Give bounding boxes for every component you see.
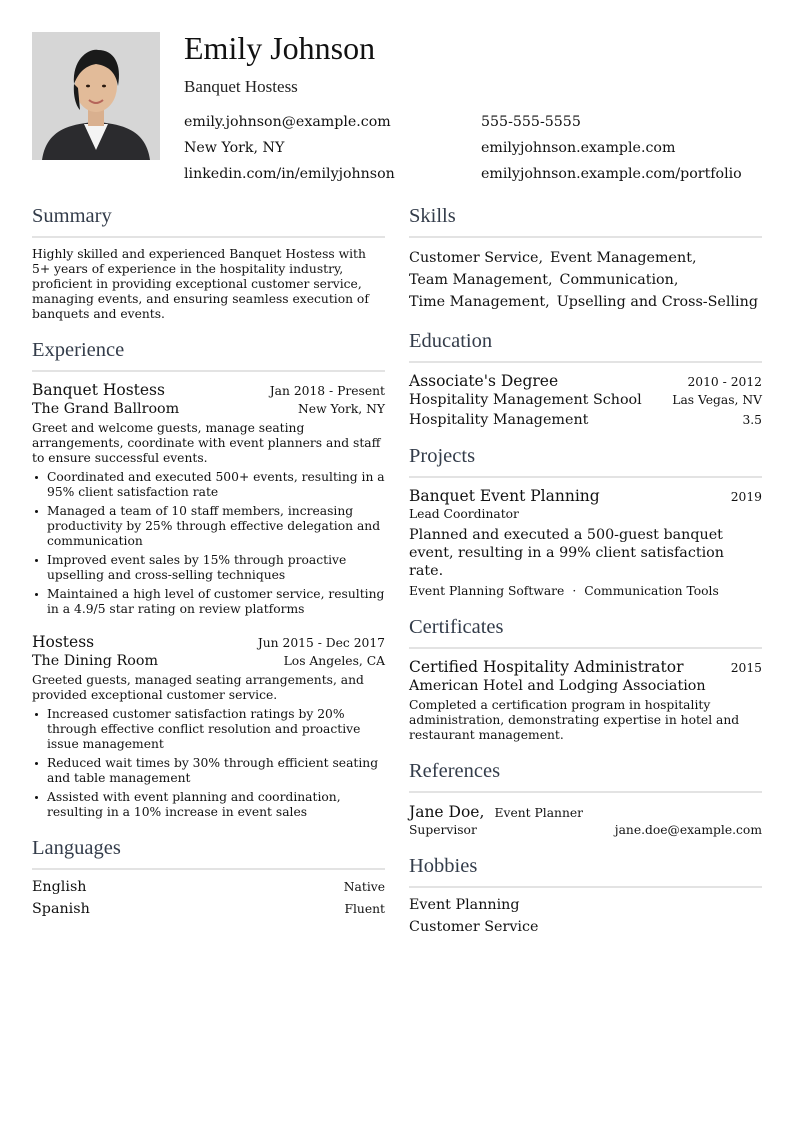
education-degree: Associate's Degree: [409, 372, 559, 390]
certificate-description: Completed a certification program in hospitality administration, demonstrating expertise in hotel and restaurant management.: [409, 698, 740, 742]
project-tags: [409, 584, 762, 599]
projects-section: [409, 445, 762, 599]
list-item: Assisted with event planning and coordination, resulting in a 10% increase in event sales: [47, 790, 385, 820]
left-column: [32, 205, 385, 934]
candidate-name: Emily Johnson: [184, 30, 376, 66]
education-field: Hospitality Management: [409, 412, 589, 428]
portfolio-link[interactable]: emilyjohnson.example.com/portfolio: [481, 166, 742, 182]
experience-position: Hostess: [32, 633, 95, 651]
skill-item: Communication: [559, 272, 674, 288]
skill-item: Time Management: [409, 294, 546, 310]
project-date: 2019: [730, 490, 762, 504]
experience-summary: Greeted guests, managed seating arrangements, and provided exceptional customer service.: [32, 673, 364, 702]
skills-heading: Skills: [409, 205, 762, 238]
references-heading: References: [409, 760, 762, 793]
certificates-section: [409, 616, 762, 743]
list-item: Managed a team of 10 staff members, increasing productivity by 25% through effective delegation and communication: [47, 504, 385, 549]
references-section: References Jane Doe, Event Planner Supervisor jane.doe@example.com: [409, 760, 762, 837]
skills-section: [409, 205, 762, 313]
website-link[interactable]: emilyjohnson.example.com: [481, 140, 676, 156]
project-tag: Communication Tools: [584, 584, 719, 598]
skills-row: Customer Service, Event Management,: [409, 250, 697, 266]
languages-heading: Languages: [32, 837, 385, 870]
project-description: Planned and executed a 500-guest banquet event, resulting in a 99% client satisfaction rate.: [409, 527, 724, 579]
education-date: 2010 - 2012: [687, 375, 762, 389]
language-level: Native: [343, 880, 385, 894]
language-row: [32, 901, 385, 917]
right-column: [409, 205, 762, 952]
skills-row: Time Management, Upselling and Cross-Selling: [409, 294, 758, 310]
language-name: Spanish: [32, 901, 90, 917]
experience-section: [32, 339, 385, 820]
project-role: Lead Coordinator: [409, 507, 519, 521]
experience-location: New York, NY: [298, 402, 385, 416]
profile-photo: [32, 32, 160, 160]
skill-item: Event Management: [550, 250, 692, 266]
email-link[interactable]: emily.johnson@example.com: [184, 114, 391, 130]
reference-role: Event Planner: [494, 806, 584, 820]
experience-bullets: [32, 707, 385, 820]
experience-item: [32, 381, 385, 617]
summary-heading: Summary: [32, 205, 385, 238]
reference-email[interactable]: jane.doe@example.com: [614, 823, 762, 837]
experience-company: The Grand Ballroom: [32, 401, 180, 417]
person-portrait-image: [32, 32, 160, 160]
linkedin-link[interactable]: linkedin.com/in/emilyjohnson: [184, 166, 395, 182]
hobbies-section: [409, 855, 762, 935]
list-item: Reduced wait times by 30% through efficient seating and table management: [47, 756, 385, 786]
certificate-date: 2015: [730, 661, 762, 675]
candidate-headline: Banquet Hostess: [184, 77, 298, 96]
hobby-item: Customer Service: [409, 919, 539, 935]
list-item: Increased customer satisfaction ratings by 20% through effective conflict resolution and proactive issue management: [47, 707, 385, 752]
phone-number[interactable]: 555-555-5555: [481, 114, 581, 130]
reference-relation: Supervisor: [409, 823, 477, 837]
summary-text: Highly skilled and experienced Banquet Hostess with 5+ years of experience in the hospitality industry, proficient in providing exceptional customer service, managing events, and ensuring seamless execution of banquets and events.: [32, 247, 369, 321]
reference-name: Jane Doe: [409, 803, 480, 821]
summary-section: [32, 205, 385, 322]
experience-bullets: [32, 470, 385, 617]
projects-heading: Projects: [409, 445, 762, 478]
experience-heading: Experience: [32, 339, 385, 372]
skill-item: Team Management: [409, 272, 548, 288]
experience-company: The Dining Room: [32, 653, 159, 669]
education-heading: Education: [409, 330, 762, 363]
list-item: Maintained a high level of customer service, resulting in a 4.9/5 star rating on review platforms: [47, 587, 385, 616]
experience-date: Jun 2015 - Dec 2017: [257, 636, 385, 650]
list-item: Improved event sales by 15% through proactive upselling and cross-selling techniques: [47, 553, 385, 583]
language-level: Fluent: [344, 902, 385, 916]
certificates-heading: Certificates: [409, 616, 762, 649]
certificate-issuer: American Hotel and Lodging Association: [409, 678, 706, 694]
skill-item: Customer Service: [409, 250, 539, 266]
education-section: [409, 330, 762, 428]
project-tag: Event Planning Software: [409, 584, 565, 598]
experience-position: Banquet Hostess: [32, 381, 165, 399]
project-name: Banquet Event Planning: [409, 487, 600, 505]
skills-row: Team Management, Communication,: [409, 272, 679, 288]
list-item: Coordinated and executed 500+ events, resulting in a 95% client satisfaction rate: [47, 470, 385, 499]
education-score: 3.5: [742, 413, 762, 427]
hobbies-heading: Hobbies: [409, 855, 762, 888]
skill-item: Upselling and Cross-Selling: [556, 294, 758, 310]
location-text: New York, NY: [184, 140, 285, 156]
education-school: Hospitality Management School: [409, 392, 642, 408]
languages-section: [32, 837, 385, 917]
experience-summary: Greet and welcome guests, manage seating arrangements, coordinate with event planners and staff to ensure successful events.: [32, 421, 381, 465]
experience-item: [32, 633, 385, 820]
education-location: Las Vegas, NV: [672, 393, 762, 407]
language-name: English: [32, 879, 87, 895]
experience-location: Los Angeles, CA: [283, 654, 385, 668]
hobby-item: Event Planning: [409, 897, 520, 913]
experience-date: Jan 2018 - Present: [269, 384, 385, 398]
tag-separator-icon: ·: [572, 584, 577, 598]
language-row: [32, 879, 385, 895]
certificate-name: Certified Hospitality Administrator: [409, 658, 684, 676]
